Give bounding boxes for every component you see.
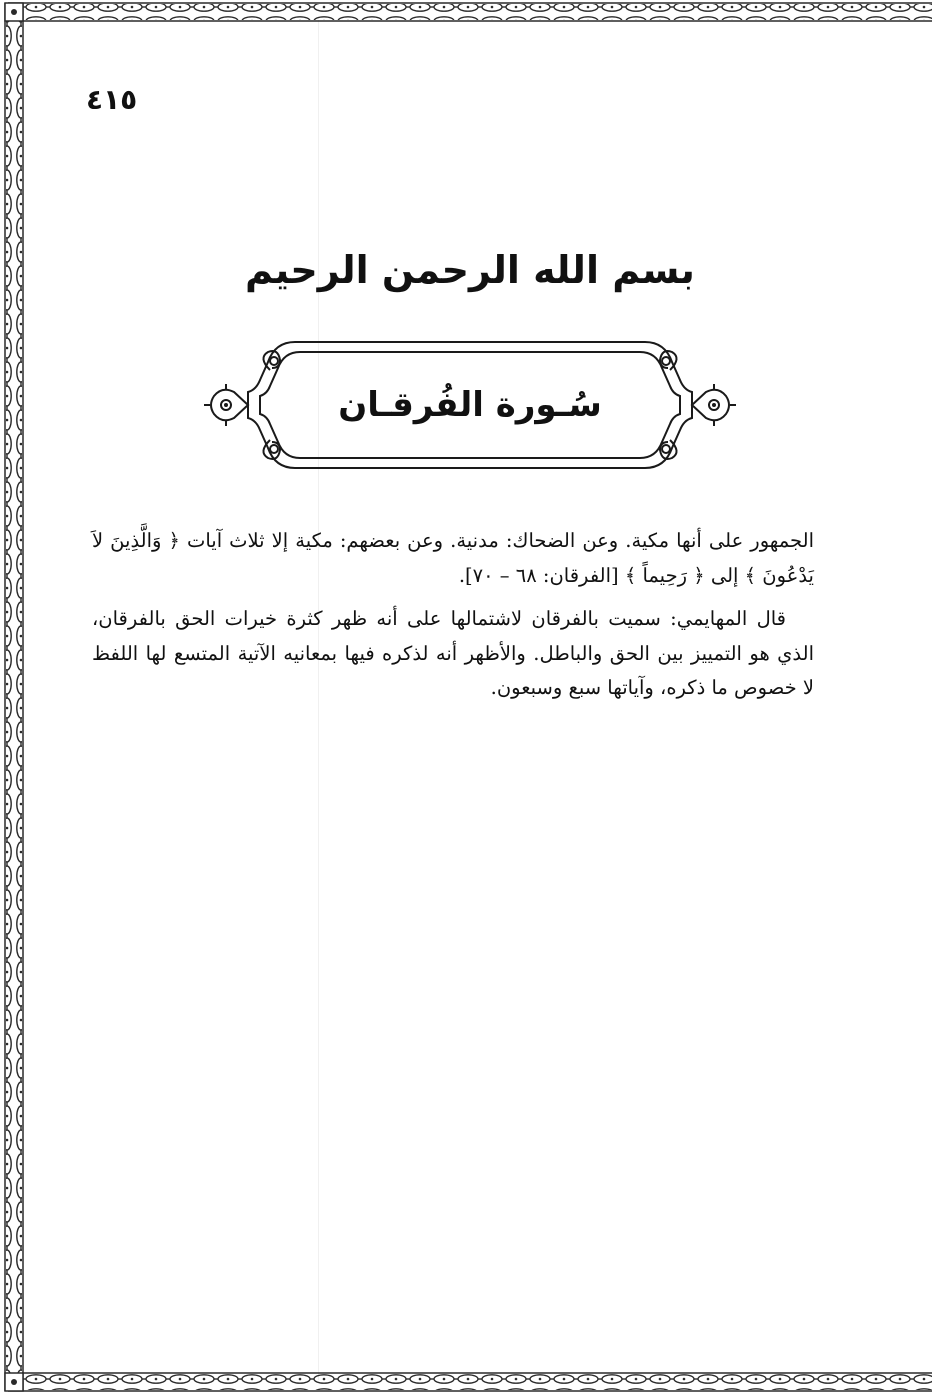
body-text	[92, 524, 814, 706]
paragraph-mahaimi: قال المهايمي: سميت بالفرقان لاشتمالها على أنه ظهر كثرة خيرات الحق بالفرقان، الذي هو التمييز بين الحق والباطل. والأظهر أنه لذكره فيها بمعانيه الآتية المتسع لها اللفظ لا خصوص ما ذكره، وآياتها سبع وسبعون.	[92, 607, 814, 699]
surah-title: سُـورة الفُرقـان	[338, 385, 602, 425]
page-number: ٤١٥	[86, 83, 138, 116]
basmala-heading: بسم الله الرحمن الرحيم	[245, 248, 695, 292]
paragraph-intro: الجمهور على أنها مكية. وعن الضحاك: مدنية. وعن بعضهم: مكية إلا ثلاث آيات ﴿ وَالَّذِينَ لاَ يَدْعُونَ ﴾ إلى ﴿ رَحِيماً ﴾ [الفرقان: ٦٨ – ٧٠].	[92, 529, 814, 587]
